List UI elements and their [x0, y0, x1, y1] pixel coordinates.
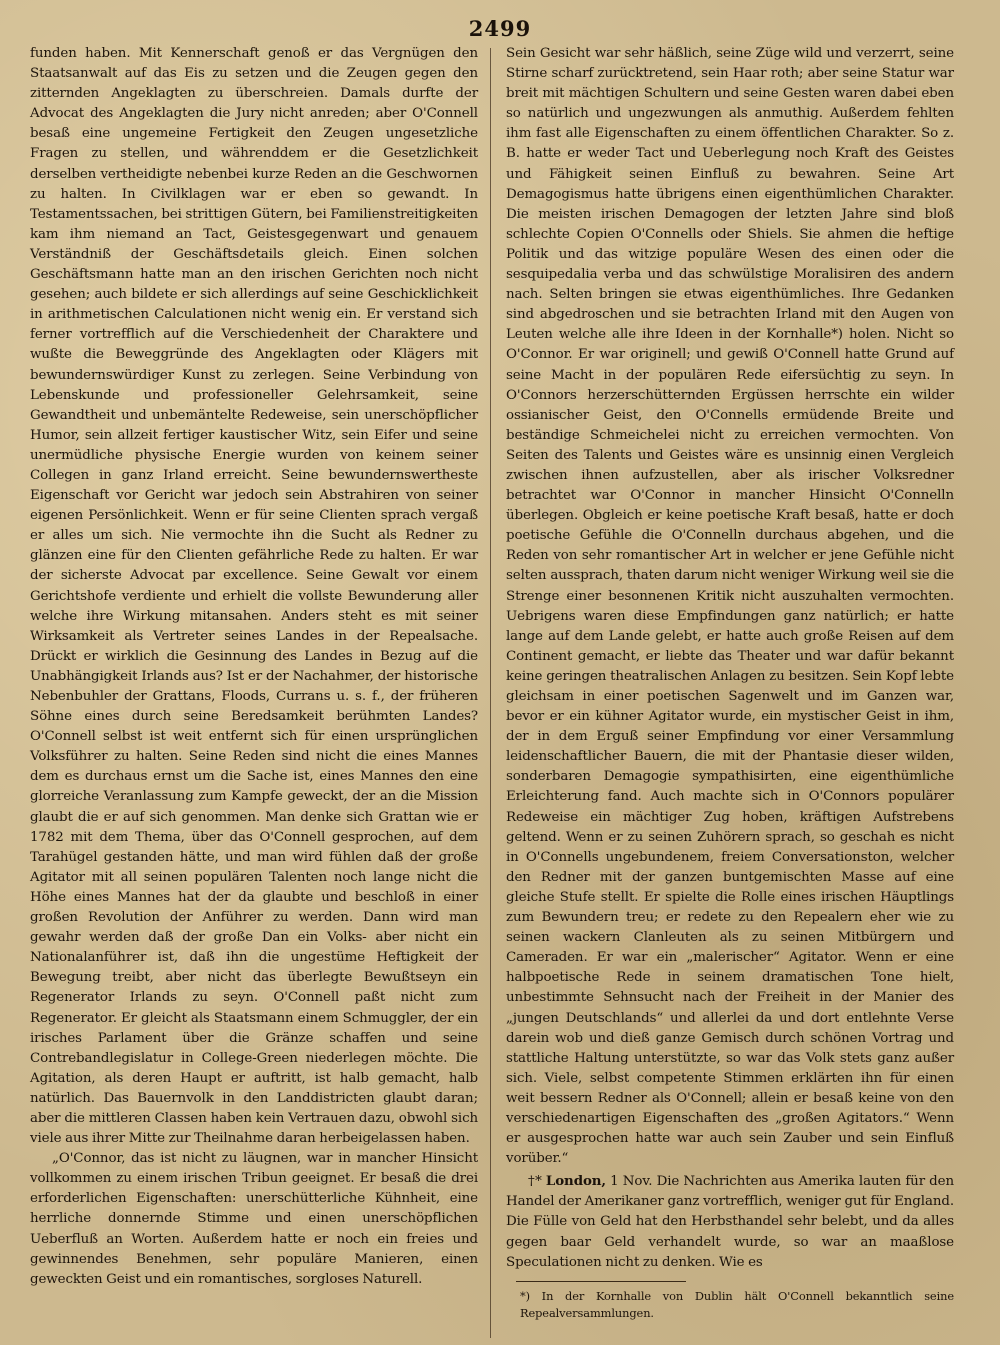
news-dateline-date: 1 Nov. — [610, 1174, 653, 1190]
article-paragraph: funden haben. Mit Kennerschaft genoß er das Vergnügen den Staatsanwalt auf das Eis zu setzen und die Zeugen gegen den zitternden Angeklagten zu überschreien. Damals durfte der Advocat des Angeklagten die Jury nicht anreden; aber O'Connell besaß eine ungemeine Fertigkeit den Zeugen ungesetzliche Fragen zu stellen, und währenddem er die Gesetzlichkeit derselben vertheidigte nebenbei kurze Reden an die Geschwornen zu halten. In Civilklagen war er eben so gewandt. In Testamentssachen, bei strittigen Gütern, bei Familienstreitigkeiten kam ihm niemand an Tact, Geistesgegenwart und genauem Verständniß der Geschäftsdetails gleich. Einen solchen Geschäftsmann hatte man an den irischen Gerichten noch nicht gesehen; auch bildete er sich allerdings auf seine Geschicklichkeit in arithmetischen Calculationen nicht wenig ein. Er verstand sich ferner vortrefflich auf die Verschiedenheit der Charaktere und wußte die Beweggründe des Angeklagten oder Klägers mit bewundernswürdiger Kunst zu zerlegen. Seine Verbindung von Lebenskunde und professioneller Gelehrsamkeit, seine Gewandtheit und unbemäntelte Redeweise, sein unerschöpflicher Humor, sein allzeit fertiger kaustischer Witz, sein Eifer und seine unermüdliche physische Energie wurden von keinem seiner Collegen in ganz Irland erreicht. Seine bewundernswertheste Eigenschaft vor Gericht war jedoch sein Abstrahiren von seiner eigenen Persönlichkeit. Wenn er für seine Clienten sprach vergaß er alles um sich. Nie vermochte ihn die Sucht als Redner zu glänzen eine für den Clienten gefährliche Rede zu halten. Er war der sicherste Advocat par excellence. Seine Gewalt vor einem Gerichtshofe verdiente und erhielt die vollste Bewunderung aller welche ihre Wirkung mitansahen. Anders steht es mit seiner Wirksamkeit als Vertreter seines Landes in der Repealsache. Drückt er wirklich die Gesinnung des Landes in Bezug auf die Unabhängigkeit Irlands aus? Ist er der Nachahmer, der historische Nebenbuhler der Grattans, Floods, Currans u. s. f., der früheren Söhne eines durch seine Beredsamkeit berühmten Landes? O'Connell selbst ist weit entfernt sich für einen ursprünglichen Volksführer zu halten. Seine Reden sind nicht die eines Mannes dem es durchaus ernst um die Sache ist, eines Mannes den eine glorreiche Veranlassung zum Kampfe geweckt, der an die Mission glaubt die er auf sich genommen. Man denke sich Grattan wie er 1782 mit dem Thema, über das O'Connell gesprochen, auf dem Tarahügel gestanden hätte, und man wird fühlen daß der große Agitator mit all seinen populären Talenten noch lange nicht die Höhe eines Mannes hat der da glaubte und beschloß in einer großen Revolution der Anführer zu werden. Dann wird man gewahr werden daß der große Dan ein Volks- aber nicht ein Nationalanführer ist, daß ihn die ungestüme Heftigkeit der Bewegung treibt, aber nicht das überlegte Bewußtseyn ein Regenerator Irlands zu seyn. O'Connell paßt nicht zum Regenerator. Er gleicht als Staatsmann einem Schmuggler, der ein irisches Parlament über die Gränze schaffen und seine Contrebandlegislatur in College-Green niederlegen möchte. Die Agitation, als deren Haupt er auftritt, ist halb gemacht, halb natürlich. Das Bauernvolk in den Landdistricten glaubt daran; aber die mittleren Classen haben kein Vertrauen dazu, obwohl sich viele aus ihrer Mitte zur Theilnahme daran herbeigelassen haben. — [30, 46, 478, 1147]
column-divider — [490, 48, 491, 1338]
page-number: 2499 — [468, 16, 532, 41]
right-column — [506, 44, 954, 1322]
news-marker: †* — [528, 1174, 542, 1190]
footnote-rule — [516, 1281, 686, 1282]
news-text: Die Nachrichten aus Amerika lauten für den Handel der Amerikaner ganz vortrefflich, weniger gut für England. Die Fülle von Geld hat den Herbsthandel sehr belebt, und da alles gegen baar Geld verhandelt wurde, so war an maaßlose Speculationen nicht zu denken. Wie es — [506, 1174, 954, 1270]
article-paragraph: „O'Connor, das ist nicht zu läugnen, war in mancher Hinsicht vollkommen zu einem irischen Tribun geeignet. Er besaß die drei erforderlichen Eigenschaften: unerschütterliche Kühnheit, eine herrliche donnernde Stimme und einen unerschöpflichen Ueberfluß an Worten. Außerdem hatte er noch ein freies und gewinnendes Benehmen, sehr populäre Manieren, einen geweckten Geist und ein romantisches, sorgloses Naturell. — [30, 1151, 478, 1287]
news-dateline-place: London, — [545, 1173, 606, 1190]
footnote: *) In der Kornhalle von Dublin hält O'Connell bekanntlich seine Repealversammlungen. — [520, 1288, 954, 1320]
news-item — [506, 1171, 954, 1272]
left-column — [30, 44, 478, 1290]
article-paragraph: Sein Gesicht war sehr häßlich, seine Züge wild und verzerrt, seine Stirne scharf zurücktretend, sein Haar roth; aber seine Statur war breit mit mächtigen Schultern und seine Gesten waren dabei eben so natürlich und ungezwungen als anmuthig. Außerdem fehlten ihm fast alle Eigenschaften zu einem öffentlichen Charakter. So z. B. hatte er weder Tact und Ueberlegung noch Kraft des Geistes und Fähigkeit seinen Einfluß zu bewahren. Seine Art Demagogismus hatte übrigens einen eigenthümlichen Charakter. Die meisten irischen Demagogen der letzten Jahre sind bloß schlechte Copien O'Connells oder Shiels. Sie ahmen die heftige Politik und das witzige populäre Wesen des einen oder die sesquipedalia verba und das schwülstige Moralisiren des andern nach. Selten bringen sie etwas eigenthümliches. Ihre Gedanken sind abgedroschen und sie betrachten Irland mit den Augen von Leuten welche alle ihre Ideen in der Kornhalle*) holen. Nicht so O'Connor. Er war originell; und gewiß O'Connell hatte Grund auf seine Macht in der populären Rede eifersüchtig zu seyn. In O'Connors herzerschütternden Ergüssen herrschte ein wilder ossianischer Geist, den O'Connells ermüdende Breite und beständige Schmeichelei nicht zu erreichen vermochten. Von Seiten des Talents und Geistes wäre es unsinnig einen Vergleich zwischen ihnen aufzustellen, aber als irischer Volksredner betrachtet war O'Connor in mancher Hinsicht O'Connelln überlegen. Obgleich er keine poetische Kraft besaß, hatte er doch poetische Gefühle die O'Connelln durchaus abgehen, und die Reden von sehr romantischer Art in welcher er jene Gefühle nicht selten aussprach, thaten darum nicht weniger Wirkung weil sie die Strenge einer besonnenen Kritik nicht auszuhalten vermochten. Uebrigens waren diese Empfindungen ganz natürlich; er hatte lange auf dem Lande gelebt, er hatte auch große Reisen auf dem Continent gemacht, er liebte das Theater und war dafür bekannt keine geringen theatralischen Anlagen zu besitzen. Sein Kopf lebte gleichsam in einer poetischen Sagenwelt und im Ganzen war, bevor er ein kühner Agitator wurde, ein mystischer Geist in ihm, der in dem Erguß seiner Empfindung vor einer Versammlung leidenschaftlicher Bauern, die mit der Phantasie dieser wilden, sonderbaren Demagogie sympathisirten, eine eigenthümliche Erleichterung fand. Auch machte sich in O'Connors populärer Redeweise ein mächtiger Zug hoben, kräftigen Aufstrebens geltend. Wenn er zu seinen Zuhörern sprach, so geschah es nicht in O'Connells ungebundenem, freiem Conversationston, welcher den Redner mit der ganzen buntgemischten Masse auf eine gleiche Stufe stellt. Er spielte die Rolle eines irischen Häuptlings zum Bewundern treu; er redete zu den Repealern eher wie zu seinen wackern Clanleuten als zu seinen Mitbürgern und Cameraden. Er war ein „malerischer“ Agitator. Wenn er eine halbpoetische Rede in seinem dramatischen Tone hielt, unbestimmte Sehnsucht nach der Freiheit in der Manier des „jungen Deutschlands“ und allerlei da und dort entlehnte Verse darein wob und dieß ganze Gemisch durch schönen Vortrag und stattliche Haltung unterstützte, so war das Volk stets ganz außer sich. Viele, selbst competente Stimmen erklärten ihn für einen weit bessern Redner als O'Connell; allein er besaß keine von den verschiedenartigen Eigenschaften des „großen Agitators.“ Wenn er ausgesprochen hatte war auch sein Zauber und sein Einfluß vorüber.“ — [506, 46, 954, 1167]
